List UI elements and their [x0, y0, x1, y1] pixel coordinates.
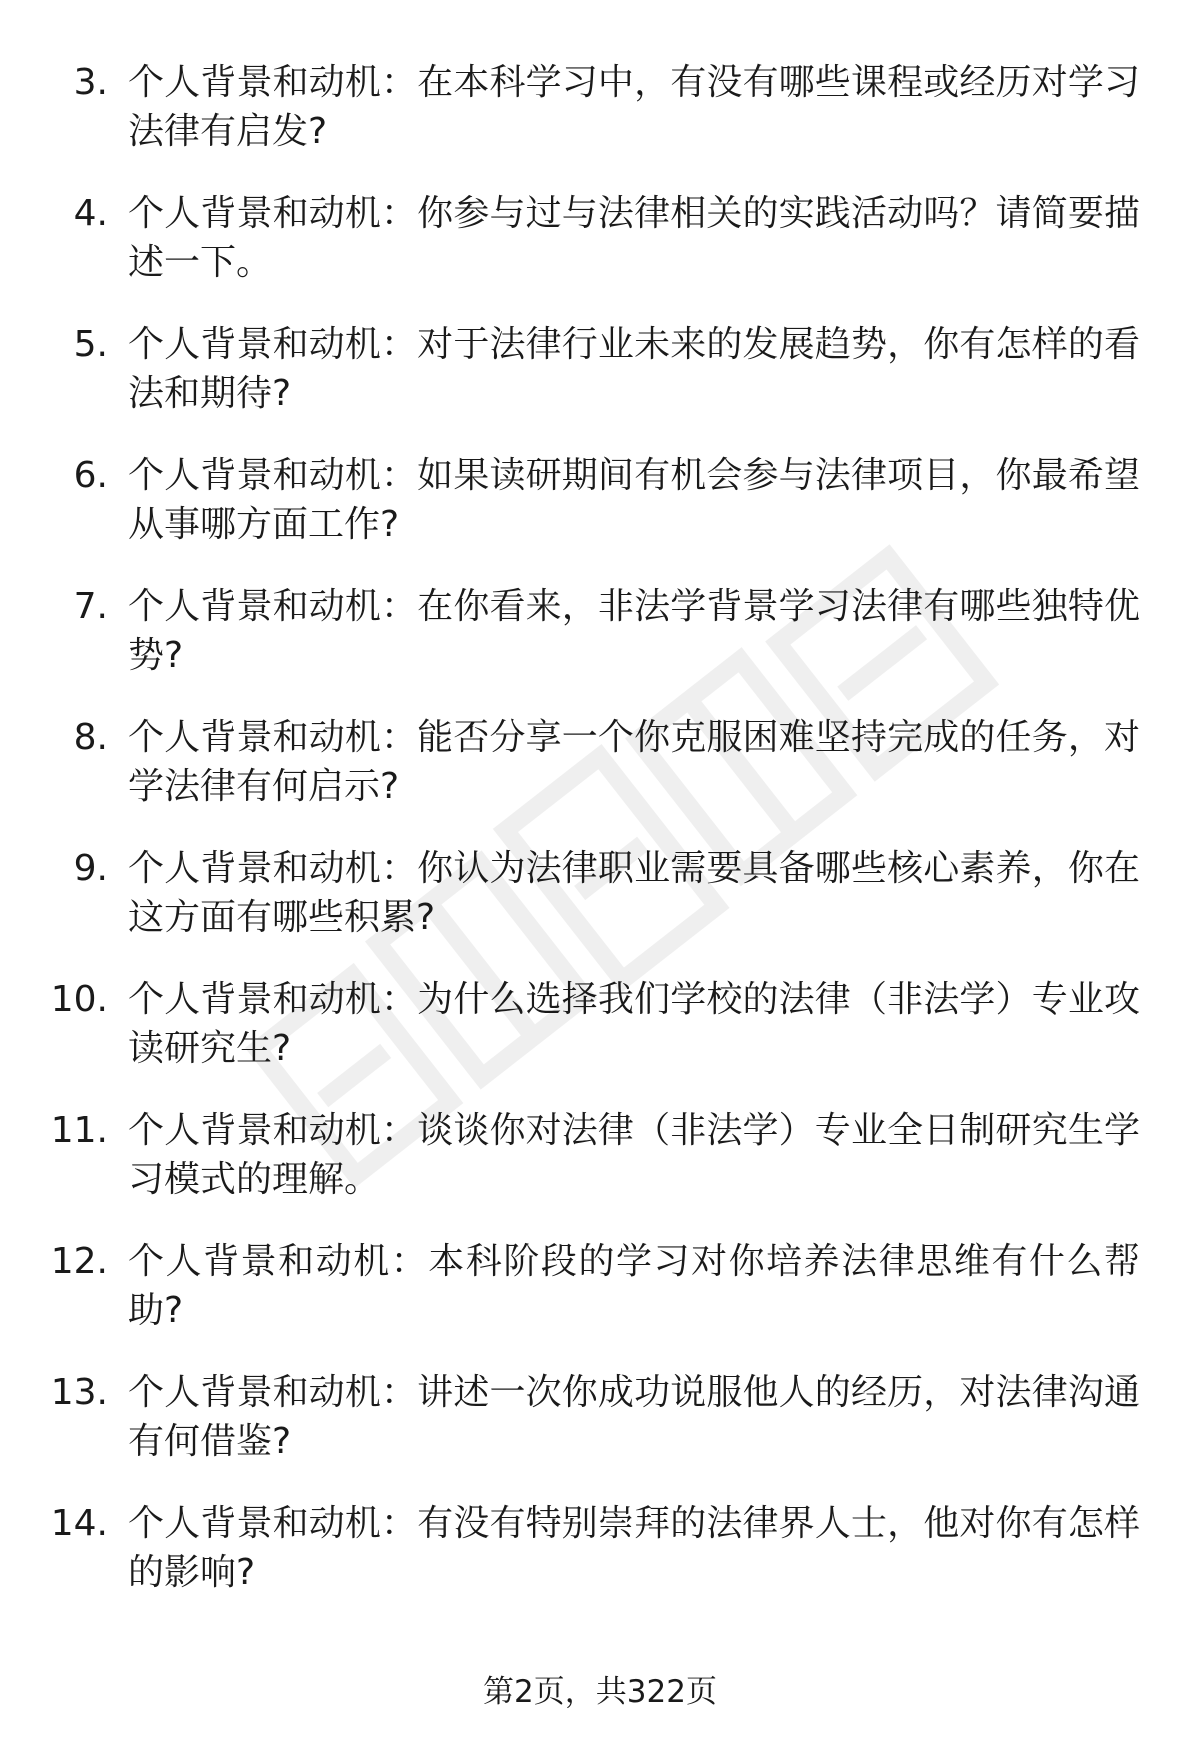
list-item — [0, 1368, 1200, 1499]
question-text: 个人背景和动机：如果读研期间有机会参与法律项目，你最希望从事哪方面工作? — [128, 455, 1140, 545]
question-number: 12. — [50, 1241, 108, 1282]
question-text: 个人背景和动机：对于法律行业未来的发展趋势，你有怎样的看法和期待? — [128, 324, 1140, 414]
list-item — [0, 1499, 1200, 1630]
list-item — [0, 1106, 1200, 1237]
list-item — [0, 320, 1200, 451]
list-item — [0, 189, 1200, 320]
list-item — [0, 844, 1200, 975]
question-number: 3. — [73, 62, 108, 103]
question-text: 个人背景和动机：你认为法律职业需要具备哪些核心素养，你在这方面有哪些积累? — [128, 848, 1140, 938]
question-number: 7. — [73, 586, 108, 627]
list-item — [0, 713, 1200, 844]
question-text: 个人背景和动机：在本科学习中，有没有哪些课程或经历对学习法律有启发? — [128, 62, 1140, 152]
question-number: 13. — [50, 1372, 108, 1413]
question-number: 11. — [50, 1110, 108, 1151]
list-item — [0, 582, 1200, 713]
list-item — [0, 58, 1200, 189]
question-text: 个人背景和动机：有没有特别崇拜的法律界人士，他对你有怎样的影响? — [128, 1503, 1140, 1593]
question-text: 个人背景和动机：在你看来，非法学背景学习法律有哪些独特优势? — [128, 586, 1140, 676]
question-text: 个人背景和动机：为什么选择我们学校的法律（非法学）专业攻读研究生? — [128, 979, 1140, 1069]
question-list — [0, 58, 1200, 1630]
list-item — [0, 1237, 1200, 1368]
question-number: 8. — [73, 717, 108, 758]
question-text: 个人背景和动机：你参与过与法律相关的实践活动吗？请简要描述一下。 — [128, 193, 1140, 283]
question-number: 5. — [73, 324, 108, 365]
question-text: 个人背景和动机：谈谈你对法律（非法学）专业全日制研究生学习模式的理解。 — [128, 1110, 1140, 1200]
question-text: 个人背景和动机：能否分享一个你克服困难坚持完成的任务，对学法律有何启示? — [128, 717, 1140, 807]
list-item — [0, 975, 1200, 1106]
question-number: 14. — [50, 1503, 108, 1544]
question-number: 6. — [73, 455, 108, 496]
question-number: 10. — [50, 979, 108, 1020]
question-number: 9. — [73, 848, 108, 889]
question-text: 个人背景和动机：本科阶段的学习对你培养法律思维有什么帮助? — [128, 1241, 1140, 1331]
list-item — [0, 451, 1200, 582]
question-number: 4. — [73, 193, 108, 234]
page-footer: 第2页，共322页 — [483, 1674, 717, 1710]
question-text: 个人背景和动机：讲述一次你成功说服他人的经历，对法律沟通有何借鉴? — [128, 1372, 1140, 1462]
